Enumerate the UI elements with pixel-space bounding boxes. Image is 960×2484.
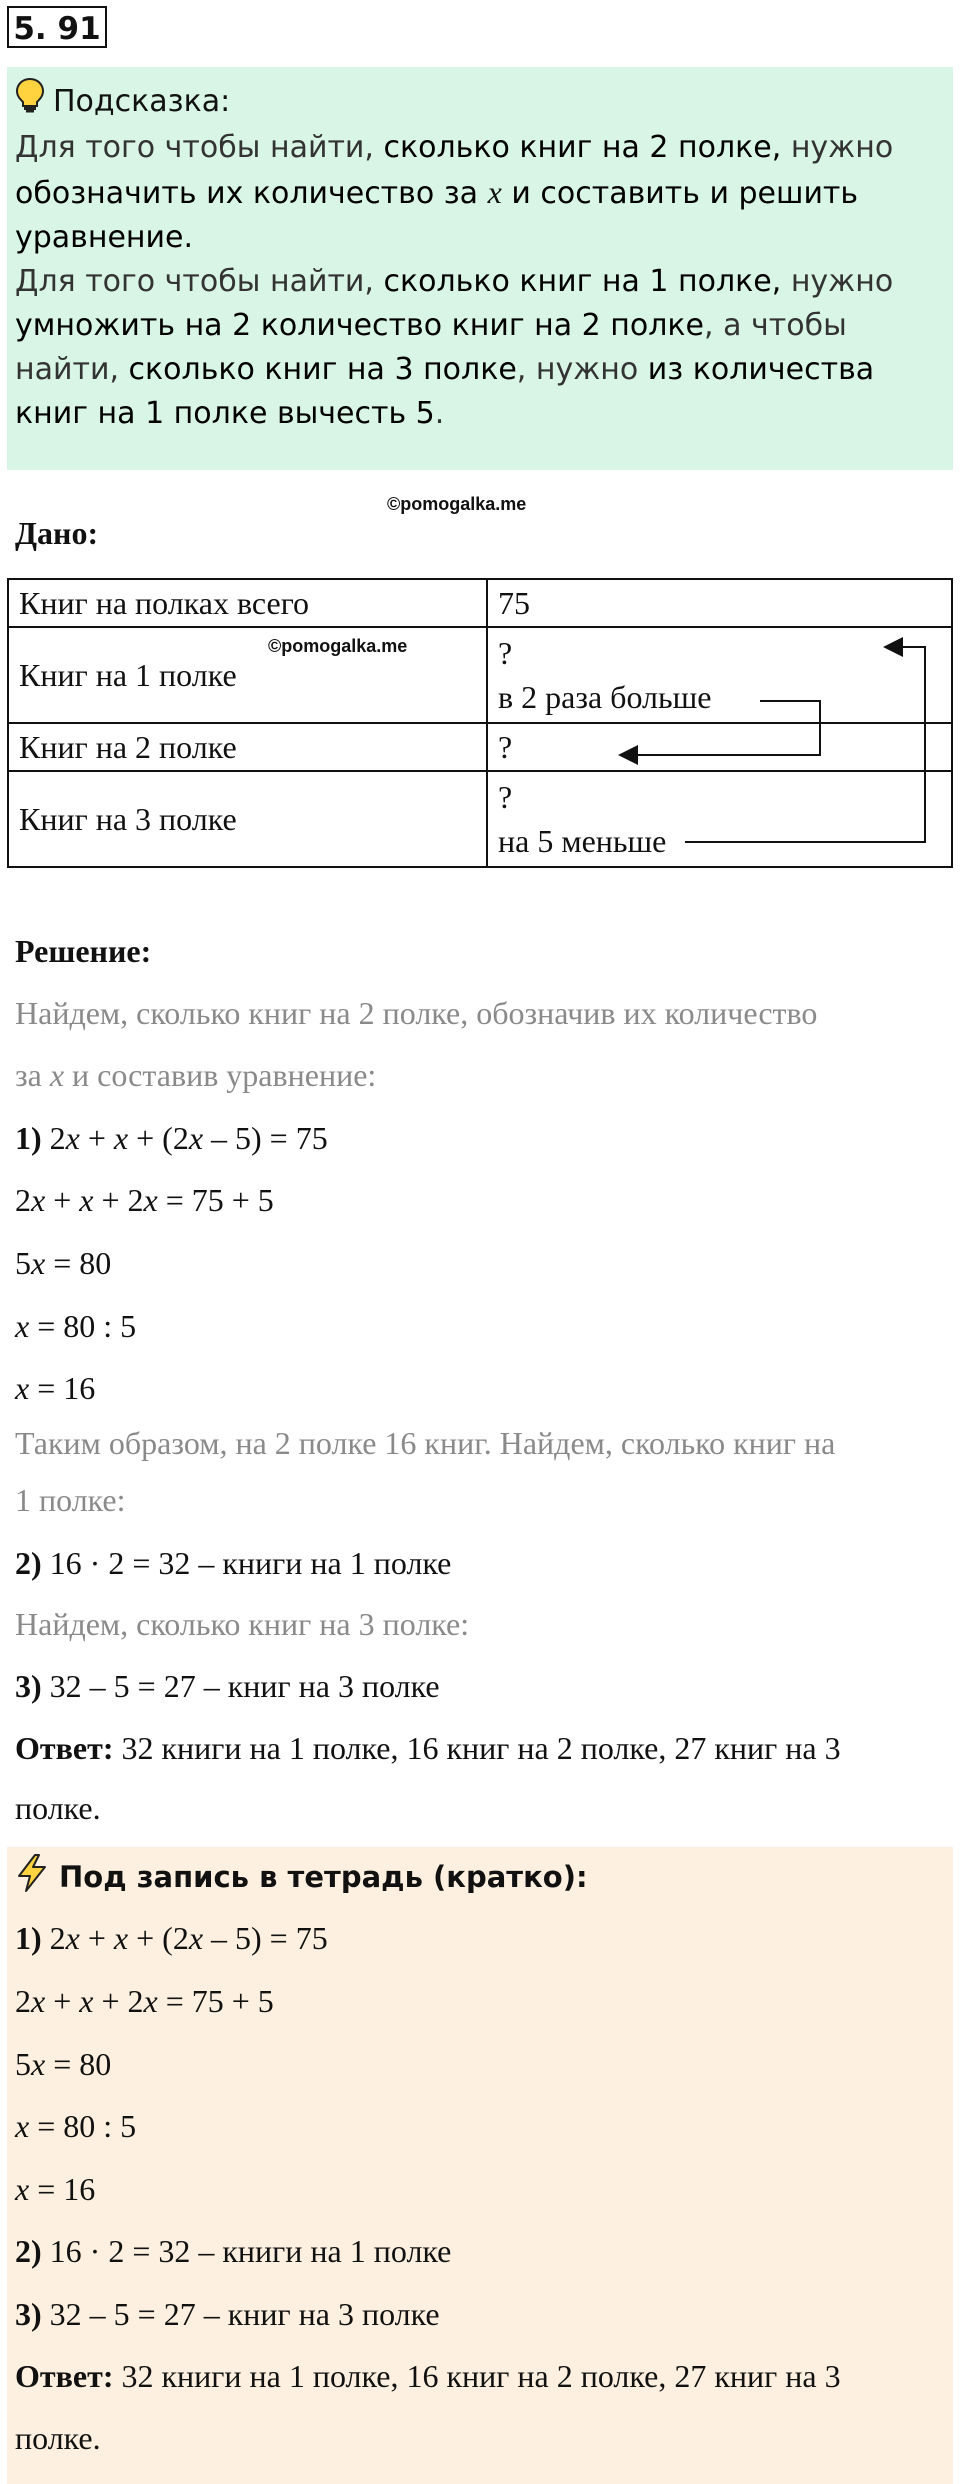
step-number: 3)	[15, 2296, 42, 2332]
row-value: ?	[487, 723, 952, 771]
answer-line-1	[15, 1730, 841, 1767]
variable: x	[49, 1057, 65, 1093]
step-number: 2)	[15, 1545, 42, 1581]
hint-segment: нужно	[781, 264, 894, 299]
value-question: ?	[498, 635, 513, 671]
answer-line-2: полке.	[15, 1790, 101, 1826]
hint-segment: обозначить их количество за	[15, 176, 488, 211]
notebook-title: Под запись в тетрадь (кратко):	[59, 1859, 588, 1894]
watermark: ©pomogalka.me	[387, 494, 527, 514]
step-2	[15, 1545, 451, 1582]
step-text: 32 – 5 = 27 – книг на 3 полке	[49, 1668, 440, 1704]
solution-mid-1: Таким образом, на 2 полке 16 книг. Найдем, сколько книг на	[15, 1425, 836, 1461]
hint-segment: Для того чтобы найти,	[15, 264, 384, 299]
equation-1	[15, 1120, 328, 1157]
equation-5: x = 16	[15, 1370, 96, 1406]
step-number: 2)	[15, 2233, 42, 2269]
problem-number: 5. 91	[7, 6, 107, 48]
watermark-table: ©pomogalka.me	[268, 636, 408, 656]
note-step-3	[15, 2296, 440, 2333]
solution-mid-3: Найдем, сколько книг на 3 полке:	[15, 1606, 470, 1642]
row-value: 75	[487, 579, 952, 627]
step-number: 1)	[15, 1120, 42, 1156]
step-3	[15, 1668, 440, 1705]
row-label: Книг на 2 полке	[8, 723, 487, 771]
note-equation-3: 5x = 80	[15, 2046, 112, 2082]
hint-title: Подсказка:	[53, 83, 231, 119]
answer-label: Ответ:	[15, 2358, 114, 2394]
step-text: 16 · 2 = 32 – книги на 1 полке	[49, 2233, 452, 2269]
row-label: Книг на 3 полке	[8, 771, 487, 867]
note-equation-5: x = 16	[15, 2171, 96, 2207]
note-answer-line-2: полке.	[15, 2420, 101, 2456]
solution-title: Решение:	[15, 933, 152, 969]
hint-segment: сколько книг на 3 полке	[128, 352, 517, 387]
value-question: ?	[498, 779, 513, 815]
arrow-3-to-1	[685, 647, 925, 842]
answer-label: Ответ:	[15, 1730, 114, 1766]
hint-segment: Для того чтобы найти,	[15, 130, 384, 165]
relation-arrows	[0, 0, 960, 900]
hint-segment: из количества книг на 1 полке вычесть 5	[15, 352, 875, 431]
hint-segment: , нужно	[516, 352, 648, 387]
solution-intro-1: Найдем, сколько книг на 2 полке, обозначив их количество	[15, 995, 818, 1031]
note-equation-1	[15, 1920, 328, 1957]
equation-3: 5x = 80	[15, 1245, 112, 1281]
value-relation: на 5 меньше	[498, 823, 667, 859]
row-label-text: Книг на 1 полке	[19, 656, 237, 693]
equation: 2x + x + (2x – 5) = 75	[49, 1120, 328, 1156]
hint-segment: .	[434, 396, 445, 431]
text: и составив уравнение:	[64, 1057, 377, 1093]
step-number: 3)	[15, 1668, 42, 1704]
answer-text: 32 книги на 1 полке, 16 книг на 2 полке, 27 книг на 3	[121, 1730, 841, 1766]
hint-segment: сколько книг на 1 полке,	[383, 264, 782, 299]
note-equation-2: 2x + x + 2x = 75 + 5	[15, 1983, 274, 2019]
hint-segment: и составить и решить уравнение.	[15, 176, 859, 255]
lightning-icon	[15, 1853, 49, 1900]
hint-segment: нужно	[781, 130, 894, 165]
hint-segment: x	[487, 174, 502, 210]
value-relation: в 2 раза больше	[498, 679, 712, 715]
text: за	[15, 1057, 50, 1093]
arrow-1-to-2	[620, 701, 820, 755]
note-answer-line-1	[15, 2358, 841, 2395]
given-label: Дано:	[15, 515, 99, 551]
notebook-title-row	[15, 1853, 588, 1900]
step-text: 16 · 2 = 32 – книги на 1 полке	[49, 1545, 452, 1581]
row-label: Книг на полках всего	[8, 579, 487, 627]
step-text: 32 – 5 = 27 – книг на 3 полке	[49, 2296, 440, 2332]
step-number: 1)	[15, 1920, 42, 1956]
hint-segment: , а чтобы найти,	[15, 308, 847, 387]
note-step-2	[15, 2233, 451, 2270]
solution-intro-2	[15, 1057, 376, 1094]
hint-segment: умножить на 2 количество книг на 2 полке	[15, 308, 705, 343]
equation-4: x = 80 : 5	[15, 1308, 137, 1344]
note-equation-4: x = 80 : 5	[15, 2108, 137, 2144]
equation-2: 2x + x + 2x = 75 + 5	[15, 1182, 274, 1218]
answer-text: 32 книги на 1 полке, 16 книг на 2 полке, 27 книг на 3	[121, 2358, 841, 2394]
hint-segment: сколько книг на 2 полке,	[383, 130, 782, 165]
equation: 2x + x + (2x – 5) = 75	[49, 1920, 328, 1956]
solution-mid-2: 1 полке:	[15, 1482, 126, 1518]
